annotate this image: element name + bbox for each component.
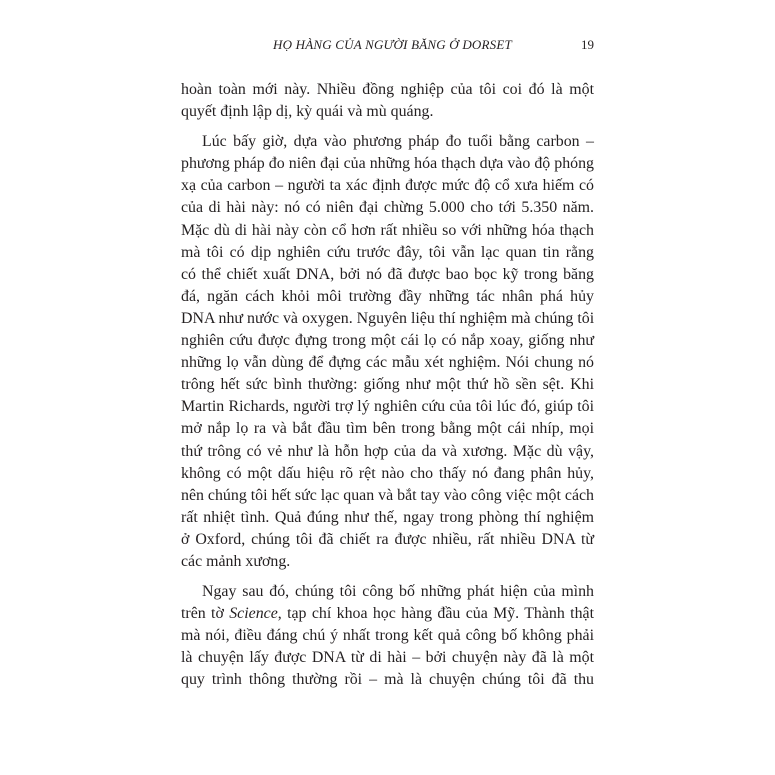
running-header <box>181 37 594 55</box>
text-line: trông hết sức bình thường: giống như một thứ hồ sền sệt. Khi <box>181 376 594 394</box>
text-line: Martin Richards, người trợ lý nghiên cứu của tôi lúc đó, giúp tôi <box>181 398 594 416</box>
text-line: mà tôi có dịp nghiên cứu trước đây, tôi vẫn lạc quan tin rằng <box>181 243 594 261</box>
page-number: 19 <box>581 37 594 52</box>
paragraph-1 <box>181 79 594 123</box>
text-line: của di hài này: nó có niên đại chừng 5.000 cho tới 5.350 năm. <box>181 199 594 217</box>
paragraph-3 <box>181 581 594 691</box>
text-line: nghiên cứu được đựng trong một cái lọ có nắp xoay, giống như <box>181 332 594 350</box>
body-text <box>181 79 594 692</box>
text-line: xạ của carbon – người ta xác định được mức độ cổ xưa hiếm có <box>181 177 594 195</box>
text-line: thứ trông có vẻ như là hỗn hợp của da và xương. Mặc dù vậy, <box>181 442 594 460</box>
text-line: các mảnh xương. <box>181 552 291 570</box>
text-line: mở nắp lọ ra và bắt đầu tìm bên trong bằng một cái nhíp, mọi <box>181 420 594 438</box>
text-line: những lọ vẫn dùng để đựng các mẫu xét nghiệm. Nói chung nó <box>181 354 594 372</box>
text-line: Lúc bấy giờ, dựa vào phương pháp đo tuổi bằng carbon – <box>202 133 594 151</box>
text-line: không có một dấu hiệu rõ rệt nào cho thấy nó đang phân hủy, <box>181 464 594 482</box>
text-fragment: trên tờ <box>181 605 230 623</box>
text-line: mà nói, điều đáng chú ý nhất trong kết quả công bố không phải <box>181 627 594 645</box>
text-line: nên chúng tôi hết sức lạc quan và bắt tay vào công việc một cách <box>181 486 594 504</box>
text-fragment: , tạp chí khoa học hàng đầu của Mỹ. Thành thật <box>277 605 594 623</box>
text-line: quyết định lập dị, kỳ quái và mù quáng. <box>181 103 434 121</box>
text-line: ở Oxford, chúng tôi đã chiết ra được nhiều, rất nhiều DNA từ <box>181 530 594 548</box>
text-line: DNA như nước và oxygen. Nguyên liệu thí nghiệm mà chúng tôi <box>181 309 595 327</box>
running-title: HỌ HÀNG CỦA NGƯỜI BĂNG Ở DORSET <box>273 37 512 52</box>
text-line: có thể chiết xuất DNA, bởi nó đã được bao bọc kỹ trong băng <box>181 265 594 283</box>
text-line: là chuyện lấy được DNA từ di hài – bởi chuyện này đã là một <box>181 649 594 667</box>
text-line: đá, ngăn cách khỏi môi trường đầy những tác nhân phá hủy <box>181 287 594 305</box>
text-line: rất nhiệt tình. Quả đúng như thế, ngay trong phòng thí nghiệm <box>181 508 594 526</box>
text-line: Ngay sau đó, chúng tôi công bố những phát hiện của mình <box>202 583 594 601</box>
text-line: Mặc dù di hài này còn cổ hơn rất nhiều so với những hóa thạch <box>181 221 594 239</box>
text-line: quy trình thông thường rồi – mà là chuyện chúng tôi đã thu <box>181 671 594 689</box>
journal-title-science: Science <box>229 605 278 623</box>
text-line-with-italic <box>181 603 594 625</box>
text-line: phương pháp đo niên đại của những hóa thạch dựa vào độ phóng <box>181 155 594 173</box>
text-line: hoàn toàn mới này. Nhiều đồng nghiệp của tôi coi đó là một <box>181 81 594 98</box>
paragraph-2 <box>181 131 594 573</box>
